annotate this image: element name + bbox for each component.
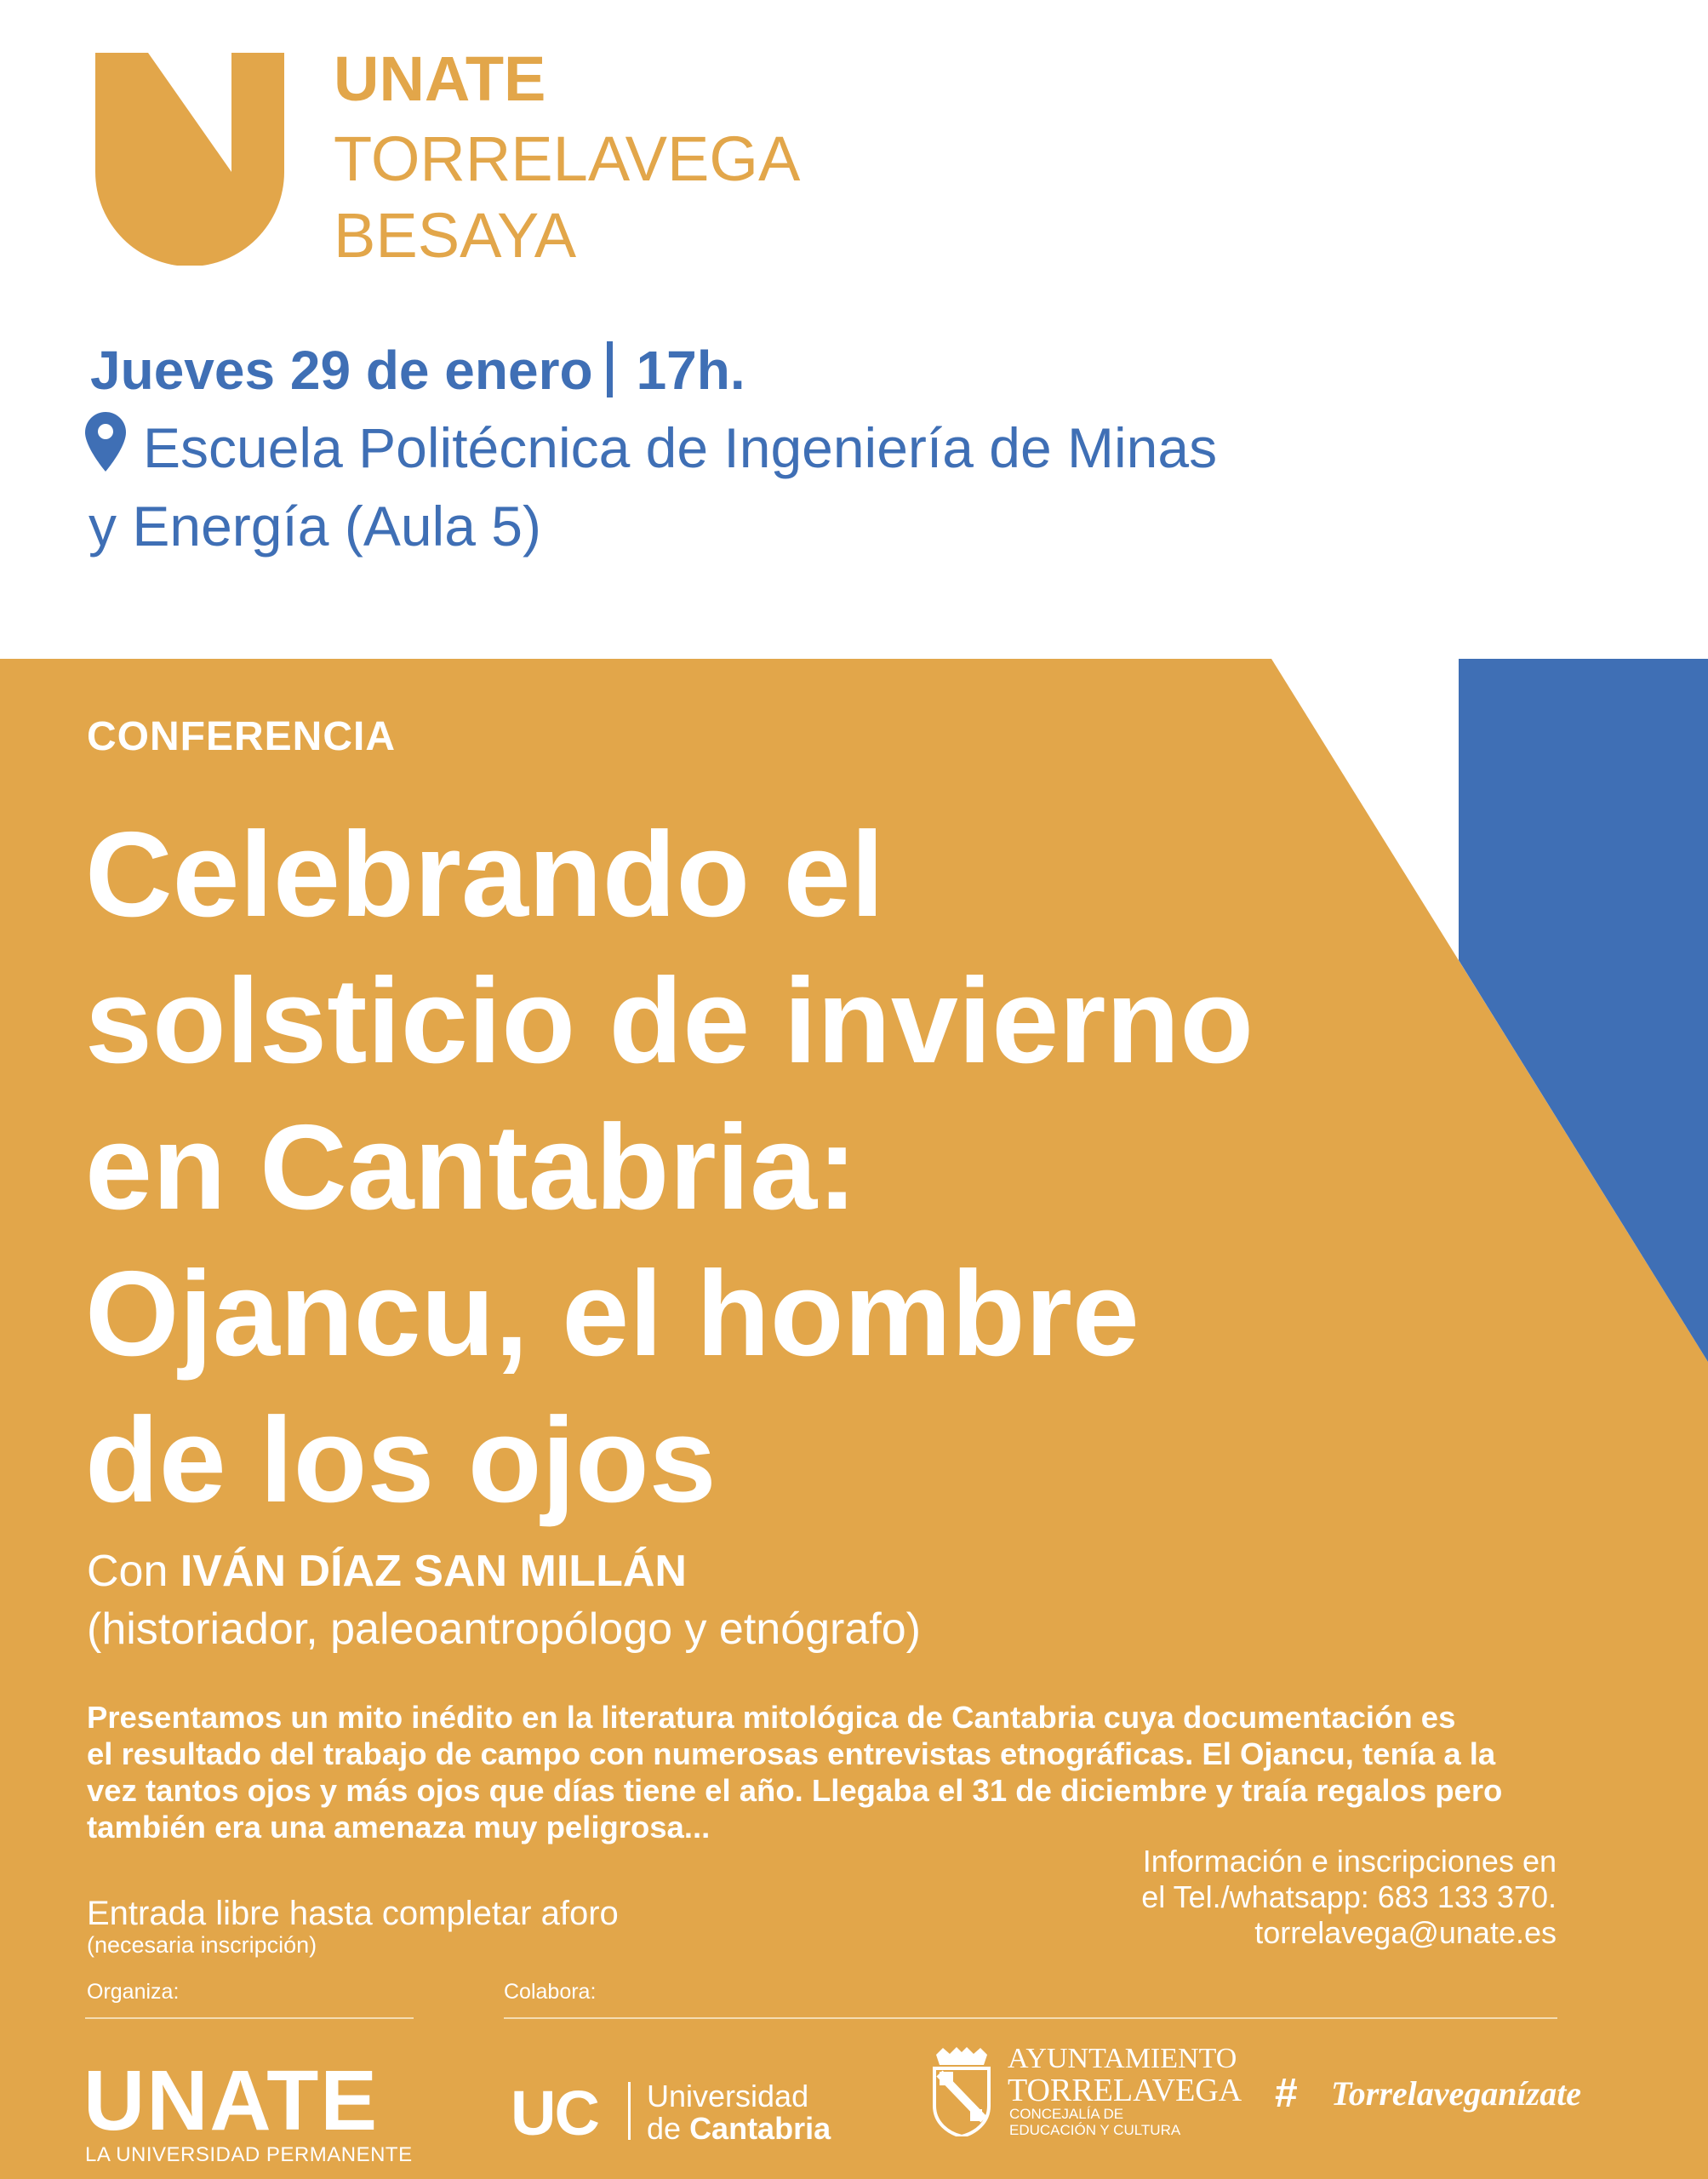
ayuntamiento-line-2: TORRELAVEGA xyxy=(1008,2073,1242,2108)
map-pin-icon xyxy=(85,412,126,472)
date-separator xyxy=(607,341,613,397)
registration-note: (necesaria inscripción) xyxy=(87,1932,317,1958)
unate-footer-tagline: LA UNIVERSIDAD PERMANENTE xyxy=(85,2143,413,2166)
speaker-role: (historiador, paleoantropólogo y etnógrafo) xyxy=(87,1604,921,1654)
contact-phone: el Tel./whatsapp: 683 133 370. xyxy=(1141,1879,1557,1914)
ayuntamiento-line-1: AYUNTAMIENTO xyxy=(1008,2043,1237,2074)
brand-besaya: BESAYA xyxy=(334,200,577,271)
torrelaveganizate-logo: Torrelaveganízate xyxy=(1331,2074,1582,2113)
event-date: Jueves 29 de enero xyxy=(90,340,593,401)
colabora-divider xyxy=(504,2017,1557,2019)
uc-name-line-1: Universidad xyxy=(647,2079,809,2113)
description-line: vez tantos ojos y más ojos que días tiene el año. Llegaba el 31 de diciembre y traía regalos pero xyxy=(87,1773,1503,1808)
contact-info xyxy=(1141,1844,1557,1951)
organiza-divider xyxy=(85,2017,414,2019)
description-line: el resultado del trabajo de campo con numerosas entrevistas etnográficas. El Ojancu, tenía a la xyxy=(87,1736,1496,1771)
speaker-block xyxy=(87,1542,921,1658)
uc-logo-divider xyxy=(628,2082,631,2140)
unate-u-logo xyxy=(95,53,284,266)
ayuntamiento-crest-icon xyxy=(931,2046,992,2136)
brand-unate: UNATE xyxy=(334,43,546,114)
title-line: Celebrando el xyxy=(85,807,885,942)
title-line: en Cantabria: xyxy=(85,1100,858,1235)
title-line: Ojancu, el hombre xyxy=(85,1246,1140,1381)
unate-footer-logo: UNATE xyxy=(83,2053,380,2148)
event-time: 17h. xyxy=(636,340,745,401)
ayuntamiento-dept-line-1: CONCEJALÍA DE xyxy=(1009,2106,1124,2122)
uc-name-bold: Cantabria xyxy=(689,2111,831,2146)
hashtag-icon: # xyxy=(1275,2071,1298,2116)
location-line-1: Escuela Politécnica de Ingeniería de Minas xyxy=(143,416,1218,479)
event-date-time xyxy=(90,339,745,402)
location-line-2: y Energía (Aula 5) xyxy=(89,495,541,558)
ayuntamiento-dept-line-2: EDUCACIÓN Y CULTURA xyxy=(1009,2122,1181,2138)
colabora-label: Colabora: xyxy=(504,1980,597,2004)
uc-name-prefix: de xyxy=(647,2111,682,2146)
event-type-label: CONFERENCIA xyxy=(87,714,397,759)
ayuntamiento-dept xyxy=(1009,2106,1180,2138)
talk-description xyxy=(87,1699,1551,1845)
uc-name-line-2 xyxy=(647,2111,831,2147)
entry-note: Entrada libre hasta completar aforo xyxy=(87,1895,619,1932)
brand-torrelavega: TORRELAVEGA xyxy=(334,123,801,194)
contact-email[interactable]: torrelavega@unate.es xyxy=(1254,1915,1557,1950)
talk-title xyxy=(85,802,1413,1534)
speaker-name: IVÁN DÍAZ SAN MILLÁN xyxy=(180,1547,687,1596)
title-line: solsticio de invierno xyxy=(85,953,1254,1089)
description-line: Presentamos un mito inédito en la literatura mitológica de Cantabria cuya documentación es xyxy=(87,1700,1456,1735)
description-line: también era una amenaza muy peligrosa... xyxy=(87,1810,711,1844)
speaker-prefix: Con xyxy=(87,1547,169,1596)
contact-line-1: Información e inscripciones en xyxy=(1142,1844,1557,1879)
title-line: de los ojos xyxy=(85,1393,717,1528)
organiza-label: Organiza: xyxy=(87,1980,180,2004)
uc-logo-mark: UC xyxy=(511,2078,598,2148)
